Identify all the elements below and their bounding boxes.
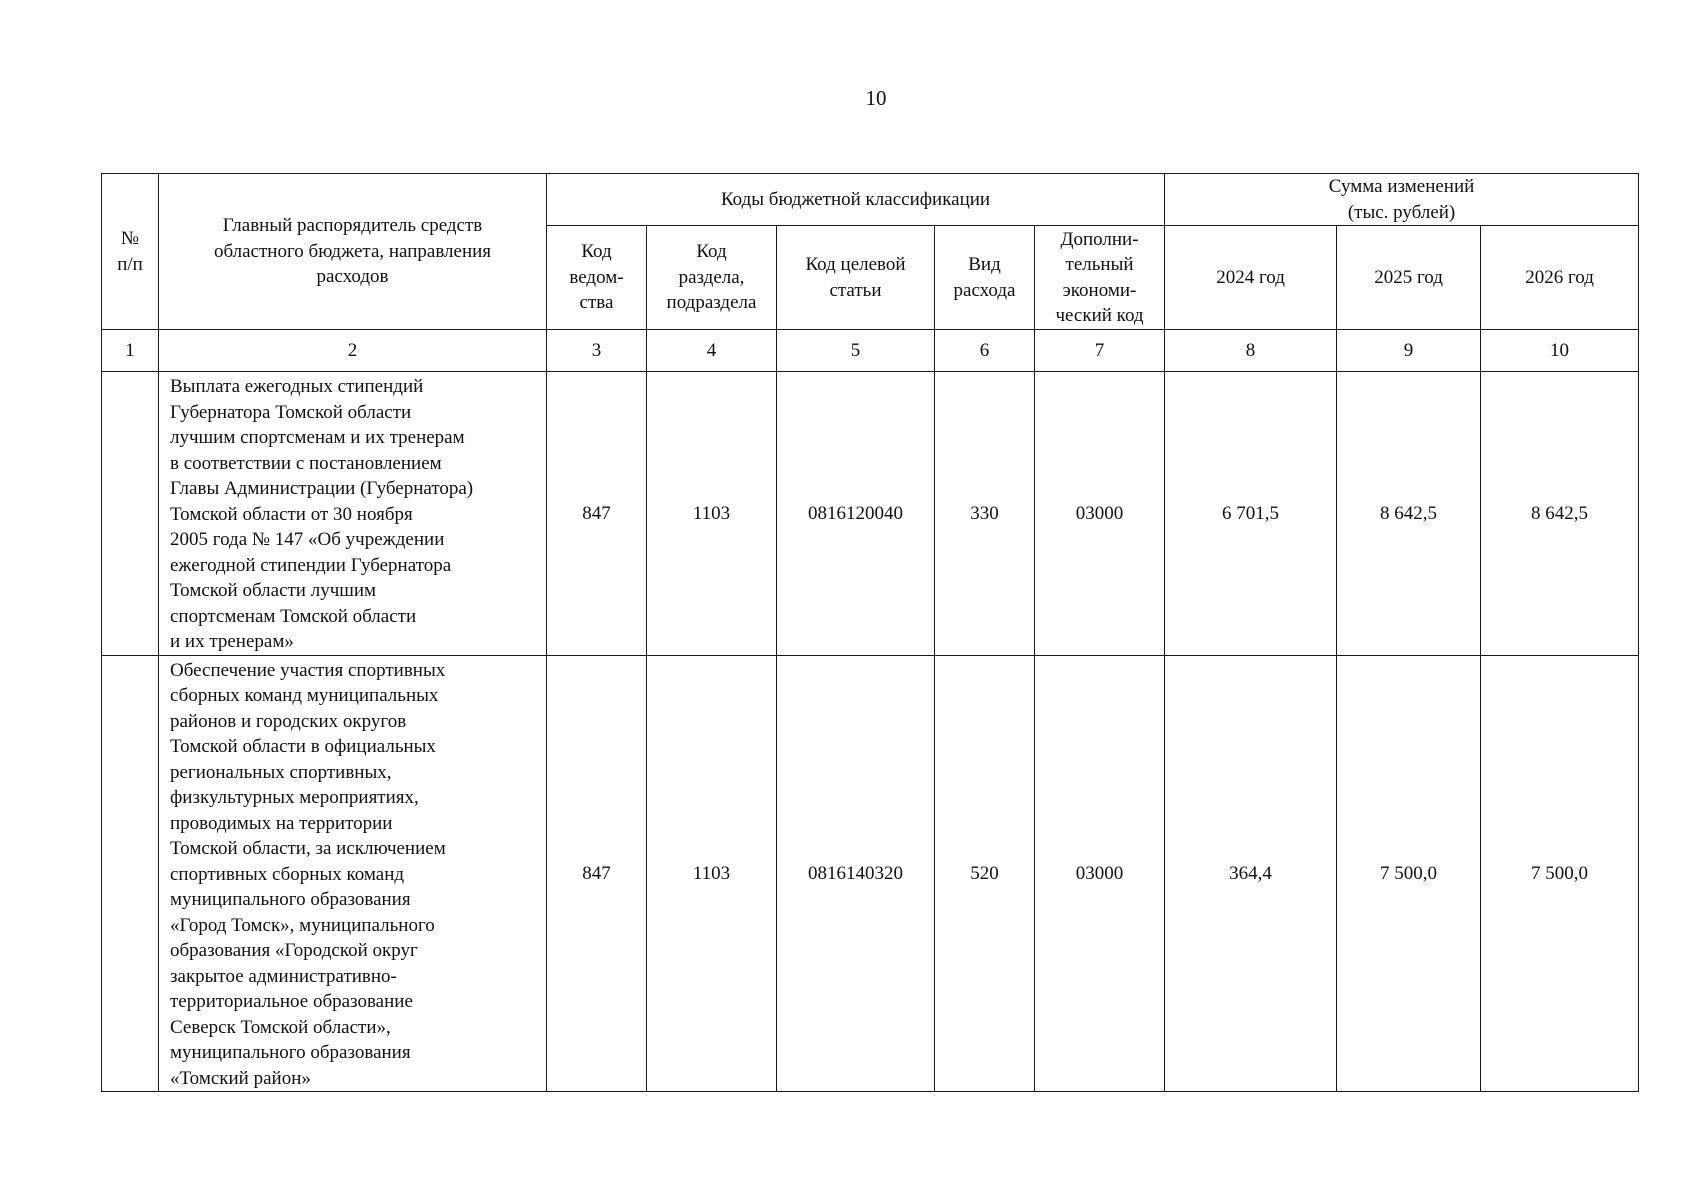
header-sum-group: Сумма изменений (тыс. рублей) <box>1165 174 1639 226</box>
header-main-recipient: Главный распорядитель средств областного бюджета, направления расходов <box>159 174 547 330</box>
header-code-vedomstva: Код ведом- ства <box>547 226 647 330</box>
row-vid-rashoda: 330 <box>935 372 1035 656</box>
row-code-vedomstva: 847 <box>547 372 647 656</box>
table-row <box>102 655 1639 1092</box>
budget-changes-table <box>101 173 1639 1092</box>
header-num: № п/п <box>102 174 159 330</box>
row-dop-kod: 03000 <box>1035 655 1165 1092</box>
row-code-razdela: 1103 <box>647 372 777 656</box>
row-num <box>102 655 159 1092</box>
column-number: 5 <box>777 330 935 372</box>
header-row-1 <box>102 174 1639 226</box>
column-number: 7 <box>1035 330 1165 372</box>
column-number: 1 <box>102 330 159 372</box>
header-year-2025: 2025 год <box>1337 226 1481 330</box>
row-description: Обеспечение участия спортивных сборных команд муниципальных районов и городских округов Томской области в официальных региональных спортивных, физкультурных мероприятиях, проводимых на территории Томской области, за исключением спортивных сборных команд муниципального образования «Город Томск», муниципального образования «Городской округ закрытое административно- территориальное образование Северск Томской области», муниципального образования «Томский район» <box>159 655 547 1092</box>
table-row <box>102 372 1639 656</box>
header-code-celevoy: Код целевой статьи <box>777 226 935 330</box>
header-codes-group: Коды бюджетной классификации <box>547 174 1165 226</box>
row-description: Выплата ежегодных стипендий Губернатора Томской области лучшим спортсменам и их тренерам в соответствии с постановлением Главы Администрации (Губернатора) Томской области от 30 ноября 2005 года № 147 «Об учреждении ежегодной стипендии Губернатора Томской области лучшим спортсменам Томской области и их тренерам» <box>159 372 547 656</box>
row-sum-2024: 6 701,5 <box>1165 372 1337 656</box>
row-code-vedomstva: 847 <box>547 655 647 1092</box>
header-dop-kod: Дополни- тельный экономи- ческий код <box>1035 226 1165 330</box>
header-year-2024: 2024 год <box>1165 226 1337 330</box>
header-year-2026: 2026 год <box>1481 226 1639 330</box>
row-sum-2024: 364,4 <box>1165 655 1337 1092</box>
column-number: 6 <box>935 330 1035 372</box>
row-sum-2025: 8 642,5 <box>1337 372 1481 656</box>
row-code-razdela: 1103 <box>647 655 777 1092</box>
header-vid-rashoda: Вид расхода <box>935 226 1035 330</box>
row-sum-2026: 8 642,5 <box>1481 372 1639 656</box>
column-number: 4 <box>647 330 777 372</box>
header-code-razdela: Код раздела, подраздела <box>647 226 777 330</box>
column-number: 8 <box>1165 330 1337 372</box>
row-sum-2025: 7 500,0 <box>1337 655 1481 1092</box>
column-number: 9 <box>1337 330 1481 372</box>
row-sum-2026: 7 500,0 <box>1481 655 1639 1092</box>
column-number: 2 <box>159 330 547 372</box>
row-code-celevoy: 0816140320 <box>777 655 935 1092</box>
column-number: 3 <box>547 330 647 372</box>
row-dop-kod: 03000 <box>1035 372 1165 656</box>
row-code-celevoy: 0816120040 <box>777 372 935 656</box>
page-number: 10 <box>865 86 887 110</box>
row-num <box>102 372 159 656</box>
column-numbers-row <box>102 330 1639 372</box>
row-vid-rashoda: 520 <box>935 655 1035 1092</box>
column-number: 10 <box>1481 330 1639 372</box>
